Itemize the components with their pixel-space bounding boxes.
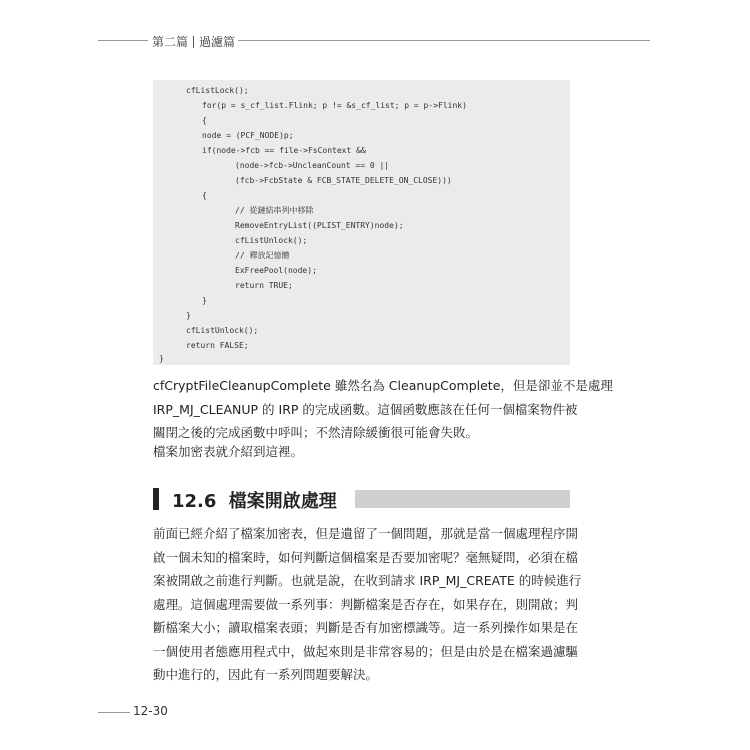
code-line: node = (PCF_NODE)p; [202, 131, 294, 140]
code-line: { [202, 116, 207, 125]
section-title: 檔案開啟處理 [228, 491, 337, 512]
text-line: 啟一個未知的檔案時，如何判斷這個檔案是否要加密呢？毫無疑問，必須在檔 [153, 549, 579, 565]
text-line: IRP_MJ_CLEANUP 的 IRP 的完成函數。這個函數應該在任何一個檔案物件被 [153, 401, 578, 417]
text-line: 關閉之後的完成函數中呼叫；不然清除緩衝很可能會失敗。 [153, 425, 479, 440]
paragraph-cleanup-complete [153, 374, 613, 445]
header-part: 第二篇 [152, 35, 189, 49]
section-heading [172, 487, 337, 513]
paragraph-summary [153, 440, 573, 464]
section-marker [153, 488, 159, 510]
header-rule-left [98, 40, 148, 41]
text-line: 斷檔案大小；讀取檔案表頭；判斷是否有加密標識等。這一系列操作如果是在 [153, 620, 579, 635]
header-title: 過濾篇 [199, 35, 236, 49]
text-line: 案被開啟之前進行判斷。也就是說，在收到請求 IRP_MJ_CREATE 的時候進行 [153, 573, 582, 588]
code-line: return FALSE; [186, 341, 249, 350]
text-line: 前面已經介紹了檔案加密表，但是遺留了一個問題，那就是當一個處理程序開 [153, 526, 579, 541]
code-line: // 釋放記憶體 [235, 251, 290, 260]
text-line: 檔案加密表就介紹到這裡。 [153, 444, 304, 459]
code-line: cfListUnlock(); [235, 236, 308, 245]
code-line: } [186, 311, 191, 320]
code-line: { [202, 191, 207, 200]
text-line: 處理。這個處理需要做一系列事：判斷檔案是否存在，如果存在，則開啟；判 [153, 596, 579, 612]
paragraph-file-open [153, 522, 582, 687]
code-line: } [159, 354, 164, 363]
text-line: 動中進行的，因此有一系列問題要解決。 [153, 667, 379, 682]
section-number: 12.6 [172, 491, 217, 512]
header-separator [193, 36, 194, 48]
code-line: RemoveEntryList((PLIST_ENTRY)node); [235, 221, 404, 230]
text-line: 一個使用者態應用程式中，做起來則是非常容易的；但是由於是在檔案過濾驅 [153, 643, 579, 659]
code-line: (node->fcb->UncleanCount == 0 || [235, 161, 390, 170]
section-heading-bar [355, 490, 570, 508]
code-line: cfListLock(); [186, 86, 249, 95]
code-line: cfListUnlock(); [186, 326, 259, 335]
running-header [152, 33, 235, 50]
code-line: } [202, 296, 207, 305]
page-number: 12-30 [133, 704, 168, 718]
code-line: if(node->fcb == file->FsContext && [202, 146, 366, 155]
code-line: for(p = s_cf_list.Flink; p != &s_cf_list; p = p->Flink) [202, 101, 467, 110]
header-rule-right [238, 40, 650, 41]
code-line: (fcb->FcbState & FCB_STATE_DELETE_ON_CLOSE))) [235, 176, 452, 185]
text-line: cfCryptFileCleanupComplete 雖然名為 CleanupComplete，但是卻並不是處理 [153, 378, 613, 393]
code-line: ExFreePool(node); [235, 266, 317, 275]
footer-rule [98, 712, 130, 713]
code-line: return TRUE; [235, 281, 293, 290]
code-listing [153, 80, 570, 365]
code-line: // 從鏈結串列中移除 [235, 206, 314, 215]
